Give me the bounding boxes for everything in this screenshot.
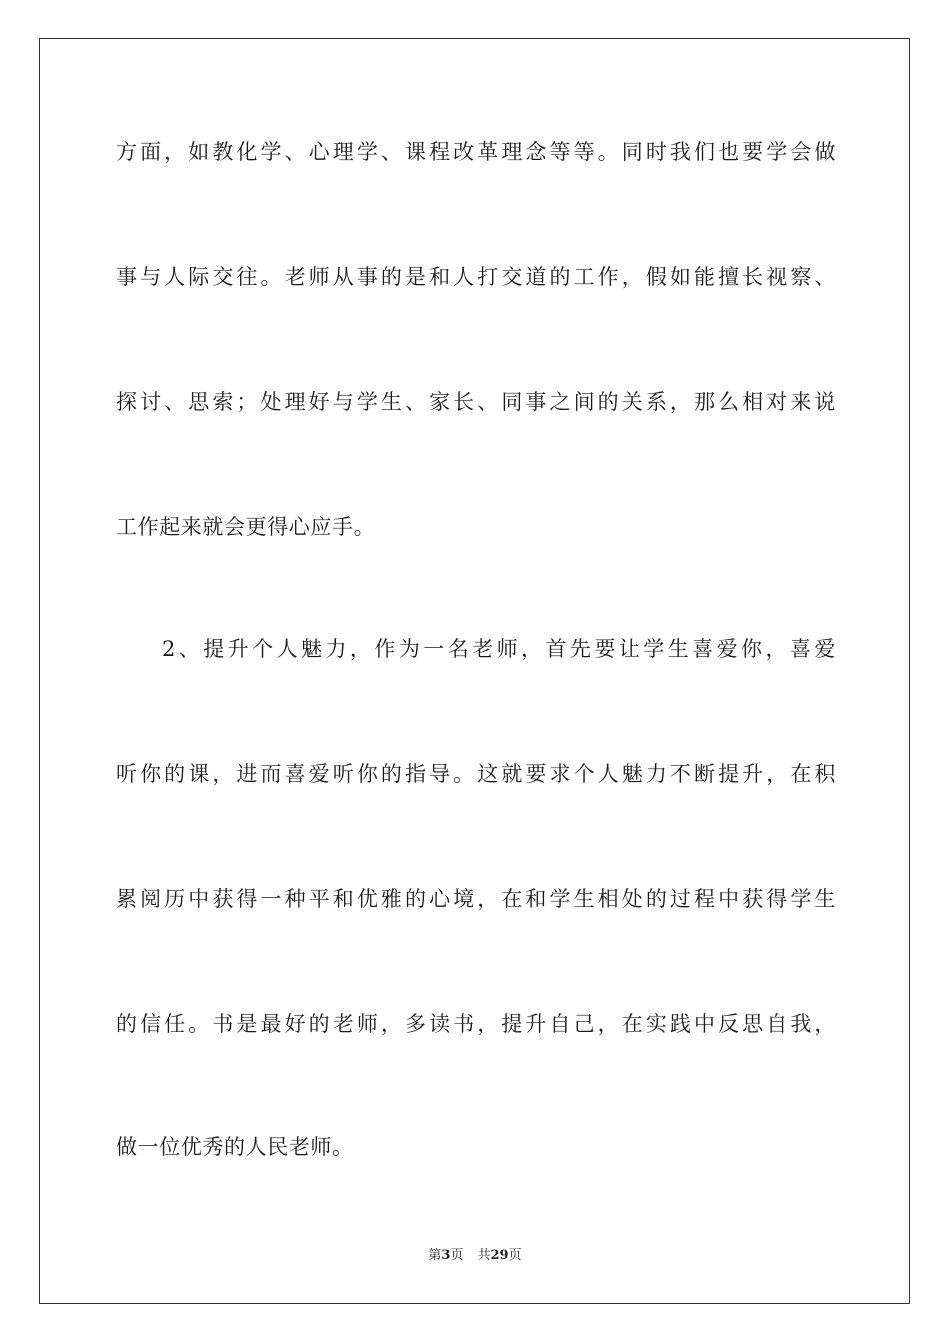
page-number: 3 xyxy=(441,1248,451,1263)
text-line: 工作起来就会更得心应手。 xyxy=(116,515,376,539)
page-prefix: 第 xyxy=(428,1248,442,1263)
text-line: 事与人际交往。老师从事的是和人打交道的工作，假如能擅长视察、 xyxy=(116,265,836,289)
text-line: 听你的课，进而喜爱听你的指导。这就要求个人魅力不断提升，在积 xyxy=(116,762,836,786)
total-pages: 29 xyxy=(490,1248,509,1263)
page-suffix: 页 xyxy=(450,1248,464,1263)
total-suffix: 页 xyxy=(508,1248,522,1263)
text-line: 累阅历中获得一种平和优雅的心境，在和学生相处的过程中获得学生 xyxy=(116,887,836,911)
text-line: 方面，如教化学、心理学、课程改革理念等等。同时我们也要学会做 xyxy=(116,140,836,164)
text-line: 做一位优秀的人民老师。 xyxy=(116,1135,354,1159)
text-line: 的信任。书是最好的老师，多读书，提升自己，在实践中反思自我， xyxy=(116,1012,836,1036)
page-footer xyxy=(0,1247,950,1265)
text-line: 2、提升个人魅力，作为一名老师，首先要让学生喜爱你，喜爱 xyxy=(162,637,836,661)
page-border xyxy=(39,38,910,1304)
total-prefix: 共 xyxy=(477,1248,491,1263)
text-line: 探讨、思索；处理好与学生、家长、同事之间的关系，那么相对来说 xyxy=(116,390,836,414)
